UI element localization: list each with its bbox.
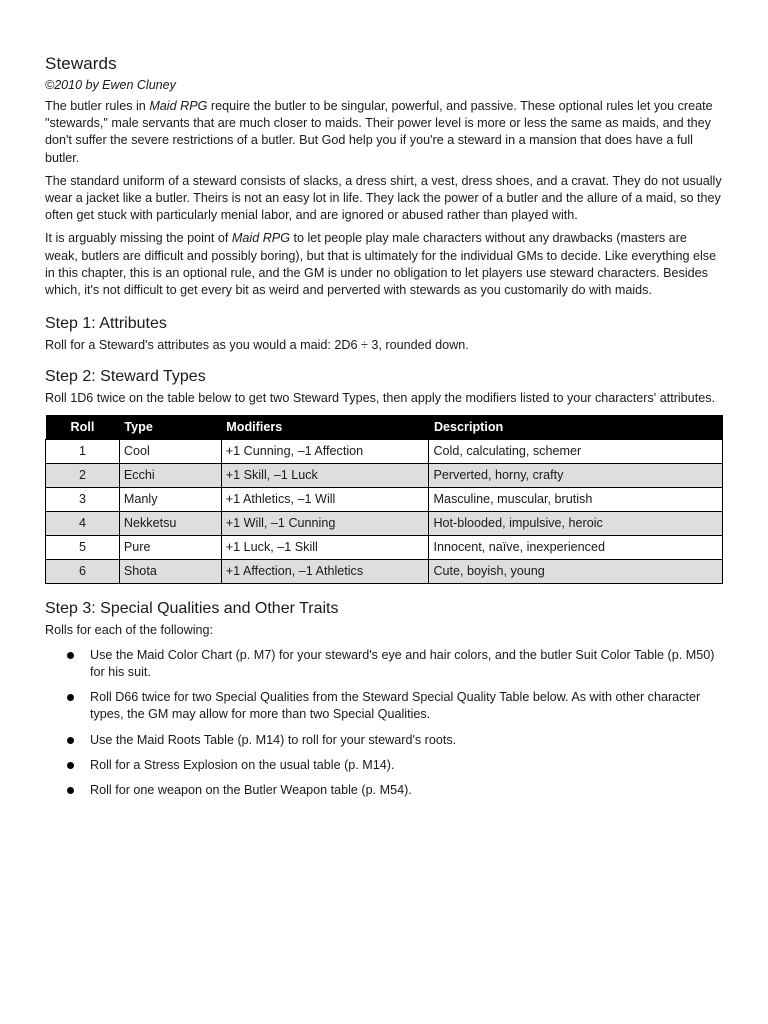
step3-bullet-list <box>45 647 722 799</box>
table-row <box>46 535 723 559</box>
bullet-icon <box>67 694 74 701</box>
list-item-text: Roll D66 twice for two Special Qualities from the Steward Special Quality Table below. As with other character types, the GM may allow for more than two Special Qualities. <box>90 690 701 722</box>
paragraph-text: The standard uniform of a steward consists of slacks, a dress shirt, a vest, dress shoes, and a cravat. They do not usually wear a jacket like a butler. Theirs is not an easy lot in life. They lack the power of a butler and the allure of a maid, so they often get stuck with particularly menial labor, and are ignored or abused rather than played with. <box>45 173 722 223</box>
cell-type: Nekketsu <box>119 511 221 535</box>
cell-description: Perverted, horny, crafty <box>429 463 723 487</box>
paragraph-text: It is arguably missing the point of <box>45 231 232 246</box>
cell-modifiers: +1 Will, –1 Cunning <box>221 511 429 535</box>
list-item-text: Use the Maid Color Chart (p. M7) for your steward's eye and hair colors, and the butler Suit Color Table (p. M50) for his suit. <box>90 647 715 680</box>
step2-heading: Step 2: Steward Types <box>45 368 206 386</box>
cell-type: Ecchi <box>119 463 221 487</box>
column-header-description: Description <box>429 415 723 440</box>
list-item <box>45 647 722 681</box>
page-title: Stewards <box>45 54 117 73</box>
list-item-text: Use the Maid Roots Table (p. M14) to roll for your steward's roots. <box>90 732 457 747</box>
list-item-text: Roll for a Stress Explosion on the usual table (p. M14). <box>90 757 395 772</box>
list-item <box>45 782 722 799</box>
table-row <box>46 511 723 535</box>
table-row <box>46 463 723 487</box>
steward-types-table <box>45 415 723 584</box>
italic-title: Maid RPG <box>231 231 290 246</box>
cell-roll: 5 <box>46 535 120 559</box>
list-item <box>45 757 722 774</box>
byline: ©2010 by Ewen Cluney <box>45 78 176 92</box>
table-header-row <box>46 415 723 440</box>
cell-type: Manly <box>119 487 221 511</box>
bullet-icon <box>67 737 74 744</box>
cell-roll: 2 <box>46 463 120 487</box>
cell-description: Masculine, muscular, brutish <box>429 487 723 511</box>
list-item-text: Roll for one weapon on the Butler Weapon table (p. M54). <box>90 783 412 798</box>
intro-paragraph <box>45 98 722 167</box>
cell-roll: 3 <box>46 487 120 511</box>
intro-paragraph <box>45 173 722 225</box>
table-row <box>46 559 723 583</box>
list-item <box>45 689 722 723</box>
intro-paragraph <box>45 230 722 299</box>
bullet-icon <box>67 652 74 659</box>
cell-roll: 4 <box>46 511 120 535</box>
cell-description: Cold, calculating, schemer <box>429 439 723 463</box>
cell-type: Pure <box>119 535 221 559</box>
step3-heading: Step 3: Special Qualities and Other Traits <box>45 599 339 617</box>
paragraph-text: require the butler to be singular, powerful, and passive. These optional rules let you create "stewards," male servants that are much closer to maids. Their power level is more or less the same as maids, and they don't suffer the severe restrictions of a butler. But God help you if you're a steward in a mansion that does have a full butler. <box>45 99 713 165</box>
cell-modifiers: +1 Cunning, –1 Affection <box>221 439 429 463</box>
cell-modifiers: +1 Skill, –1 Luck <box>221 463 429 487</box>
cell-description: Innocent, naïve, inexperienced <box>429 535 723 559</box>
list-item <box>45 732 722 749</box>
intro-section <box>45 98 722 299</box>
cell-type: Cool <box>119 439 221 463</box>
step3-text: Rolls for each of the following: <box>45 622 214 637</box>
cell-roll: 1 <box>46 439 120 463</box>
cell-modifiers: +1 Luck, –1 Skill <box>221 535 429 559</box>
cell-roll: 6 <box>46 559 120 583</box>
column-header-roll: Roll <box>46 415 120 440</box>
cell-modifiers: +1 Affection, –1 Athletics <box>221 559 429 583</box>
cell-description: Cute, boyish, young <box>429 559 723 583</box>
step2-text: Roll 1D6 twice on the table below to get two Steward Types, then apply the modifiers listed to your characters' attributes. <box>45 391 715 406</box>
bullet-icon <box>67 762 74 769</box>
column-header-modifiers: Modifiers <box>221 415 429 440</box>
paragraph-text: to let people play male characters without any drawbacks (masters are weak, butlers are difficult and possibly boring), but that is ultimately for the individual GMs to decide. Like everything else in this chapter, this is an optional rule, and the GM is under no obligation to let players use steward characters. Besides which, it's not difficult to get every bit as weird and perverted with stewards as you customarily do with maids. <box>45 231 717 298</box>
italic-title: Maid RPG <box>149 99 208 113</box>
bullet-icon <box>67 787 74 794</box>
cell-type: Shota <box>119 559 221 583</box>
step1-heading: Step 1: Attributes <box>45 315 167 333</box>
cell-modifiers: +1 Athletics, –1 Will <box>221 487 429 511</box>
paragraph-text: The butler rules in <box>45 99 150 113</box>
column-header-type: Type <box>119 415 221 440</box>
table-row <box>46 439 723 463</box>
step1-text: Roll for a Steward's attributes as you would a maid: 2D6 ÷ 3, rounded down. <box>45 338 469 353</box>
table-row <box>46 487 723 511</box>
cell-description: Hot-blooded, impulsive, heroic <box>429 511 723 535</box>
